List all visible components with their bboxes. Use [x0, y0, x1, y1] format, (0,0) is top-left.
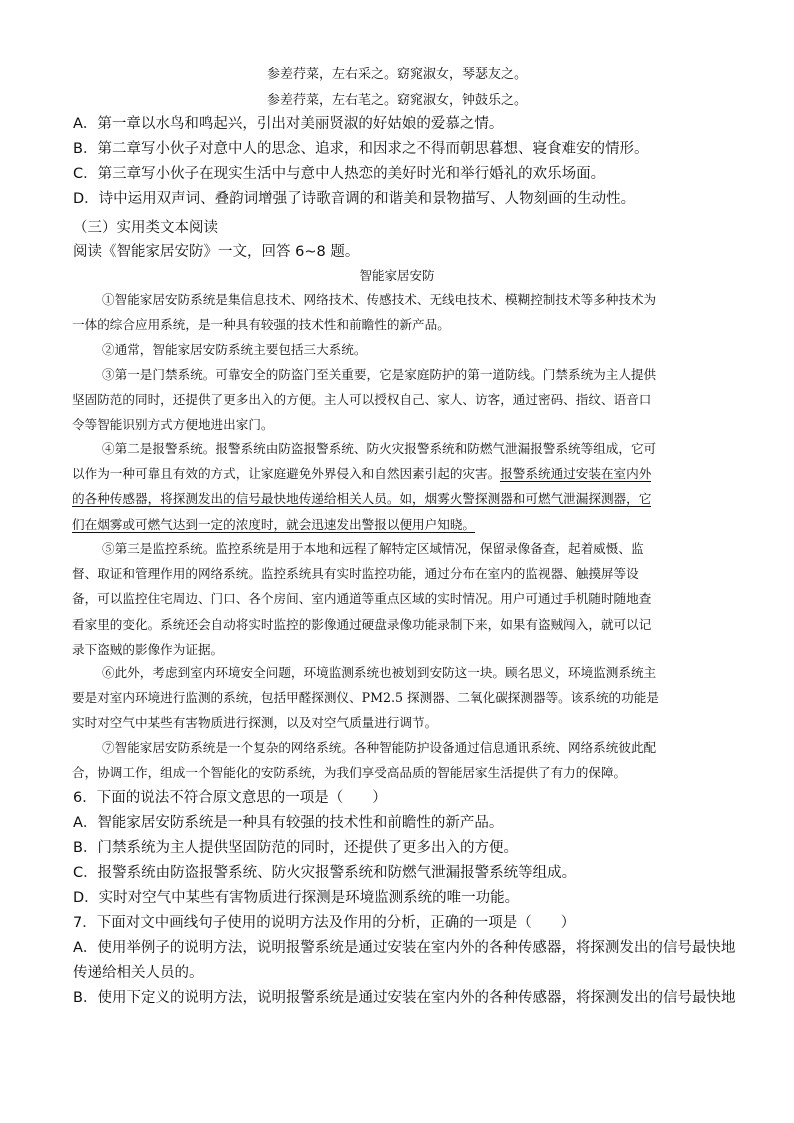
underlined-sentence: 的各种传感器，将探测发出的信号最快地传递给相关人员。如，烟雾火警探测器和可燃气泄漏探测器，它 [72, 491, 652, 507]
article-paragraph-6 [72, 660, 724, 736]
underlined-sentence: 们在烟雾或可燃气达到一定的浓度时，就会迅速发出警报以便用户知晓。 [72, 516, 475, 532]
question-7-option-a-line-1: A．使用举例子的说明方法，说明报警系统是通过安装在室内外的各种传感器，将探测发出的信号最快地 [73, 940, 736, 956]
q5-option-d: D．诗中运用双声词、叠韵词增强了诗歌音调的和谐美和景物描写、人物刻画的生动性。 [73, 191, 636, 207]
paragraph-line: 督、取证和管理作用的网络系统。监控系统具有实时监控功能，通过分布在室内的监视器、触摸屏等设 [72, 566, 639, 582]
question-6-option-b: B．门禁系统为主人提供坚固防范的同时，还提供了更多出入的方便。 [73, 840, 518, 856]
article-paragraph-2 [72, 337, 724, 362]
paragraph-line: 一体的综合应用系统，是一种具有较强的技术性和前瞻性的新产品。 [72, 317, 450, 333]
question-6-option-c: C．报警系统由防盗报警系统、防火灾报警系统和防燃气泄漏报警系统等组成。 [73, 865, 577, 881]
paragraph-line [72, 461, 724, 486]
article-paragraph-3 [72, 362, 724, 438]
paragraph-line: 看家里的变化。系统还会自动将实时监控的影像通过硬盘录像功能录制下来，如果有盗贼闯入，就可以记 [72, 616, 652, 632]
question-6-option-a: A．智能家居安防系统是一种具有较强的技术性和前瞻性的新产品。 [73, 815, 504, 831]
question-7-stem: 7．下面对文中画线句子使用的说明方法及作用的分析，正确的一项是（ ） [73, 915, 576, 931]
question-7 [73, 911, 736, 1011]
question-6-option-d: D．实时对空气中某些有害物质进行探测是环境监测系统的唯一功能。 [73, 890, 520, 906]
article-title: 智能家居安防 [359, 268, 435, 283]
paragraph-line: ③第一是门禁系统。可靠安全的防盗门至关重要，它是家庭防护的第一道防线。门禁系统为主人提供 [102, 367, 657, 382]
paragraph-line [72, 486, 724, 511]
paragraph-line: 坚固防范的同时，还提供了更多出入的方便。主人可以授权自己、家人、访客，通过密码、指纹、语音口 [72, 392, 652, 408]
poem-line-2: 参差荇菜，左右芼之。窈窕淑女，钟鼓乐之。 [266, 93, 527, 108]
q5-option-c: C．第三章写小伙子在现实生活中与意中人热恋的美好时光和举行婚礼的欢乐场面。 [73, 166, 606, 182]
paragraph-line: ②通常，智能家居安防系统主要包括三大系统。 [102, 342, 367, 357]
paragraph-line: ⑤第三是监控系统。监控系统是用于本地和远程了解特定区域情况，保留录像备查，起着威慑、监 [102, 541, 644, 556]
paragraph-line: ④第二是报警系统。报警系统由防盗报警系统、防火灾报警系统和防燃气泄漏报警系统等组成，它可 [102, 441, 657, 456]
paragraph-line [72, 512, 724, 537]
question-7-option-b-line-1: B．使用下定义的说明方法，说明报警系统是通过安装在室内外的各种传感器，将探测发出的信号最快地 [73, 990, 736, 1006]
article-paragraph-5 [72, 536, 724, 662]
paragraph-line: 要是对室内环境进行监测的系统，包括甲醛探测仪、PM2.5 探测器、二氧化碳探测器等。该系统的功能是 [72, 690, 659, 706]
paragraph-line: ⑥此外，考虑到室内环境安全问题，环境监测系统也被划到安防这一块。顾名思义，环境监测系统主 [102, 665, 657, 680]
paragraph-line: 备，可以监控住宅周边、门口、各个房间、室内通道等重点区域的实时情况。用户可通过手机随时随地查 [72, 591, 652, 607]
article-paragraph-1 [72, 287, 724, 337]
paragraph-line: ⑦智能家居安防系统是一个复杂的网络系统。各种智能防护设备通过信息通讯系统、网络系统彼此配 [102, 740, 657, 755]
plain-text: 以作为一种可靠且有效的方式，让家庭避免外界侵入和自然因素引起的灾害。 [72, 466, 501, 482]
question-7-option-a-line-2: 传递给相关人员的。 [73, 965, 204, 981]
poem-line-1: 参差荇菜，左右采之。窈窕淑女，琴瑟友之。 [266, 67, 527, 82]
paragraph-line: ①智能家居安防系统是集信息技术、网络技术、传感技术、无线电技术、模糊控制技术等多种技术为 [102, 292, 657, 307]
question-6-stem: 6．下面的说法不符合原文意思的一项是（ ） [73, 790, 387, 806]
section-heading: （三）实用类文本阅读 [73, 220, 218, 236]
article-paragraph-4 [72, 436, 724, 537]
paragraph-line: 实时对空气中某些有害物质进行探测，以及对空气质量进行调节。 [72, 715, 438, 731]
q5-option-a: A．第一章以水鸟和鸣起兴，引出对美丽贤淑的好姑娘的爱慕之情。 [73, 116, 504, 132]
paragraph-line: 令等智能识别方式方便地进出家门。 [72, 417, 274, 433]
underlined-sentence: 报警系统通过安装在室内外 [500, 466, 652, 482]
section-instruction: 阅读《智能家居安防》一文，回答 6~8 题。 [73, 244, 360, 260]
question-6 [73, 786, 733, 911]
paragraph-line: 录下盗贼的影像作为证据。 [72, 641, 224, 657]
paragraph-line: 合，协调工作，组成一个智能化的安防系统，为我们享受高品质的智能居家生活提供了有力的保障。 [72, 765, 627, 781]
article-paragraph-7 [72, 735, 724, 785]
q5-option-b: B．第二章写小伙子对意中人的思念、追求，和因求之不得而朝思暮想、寝食难安的情形。 [73, 141, 649, 157]
